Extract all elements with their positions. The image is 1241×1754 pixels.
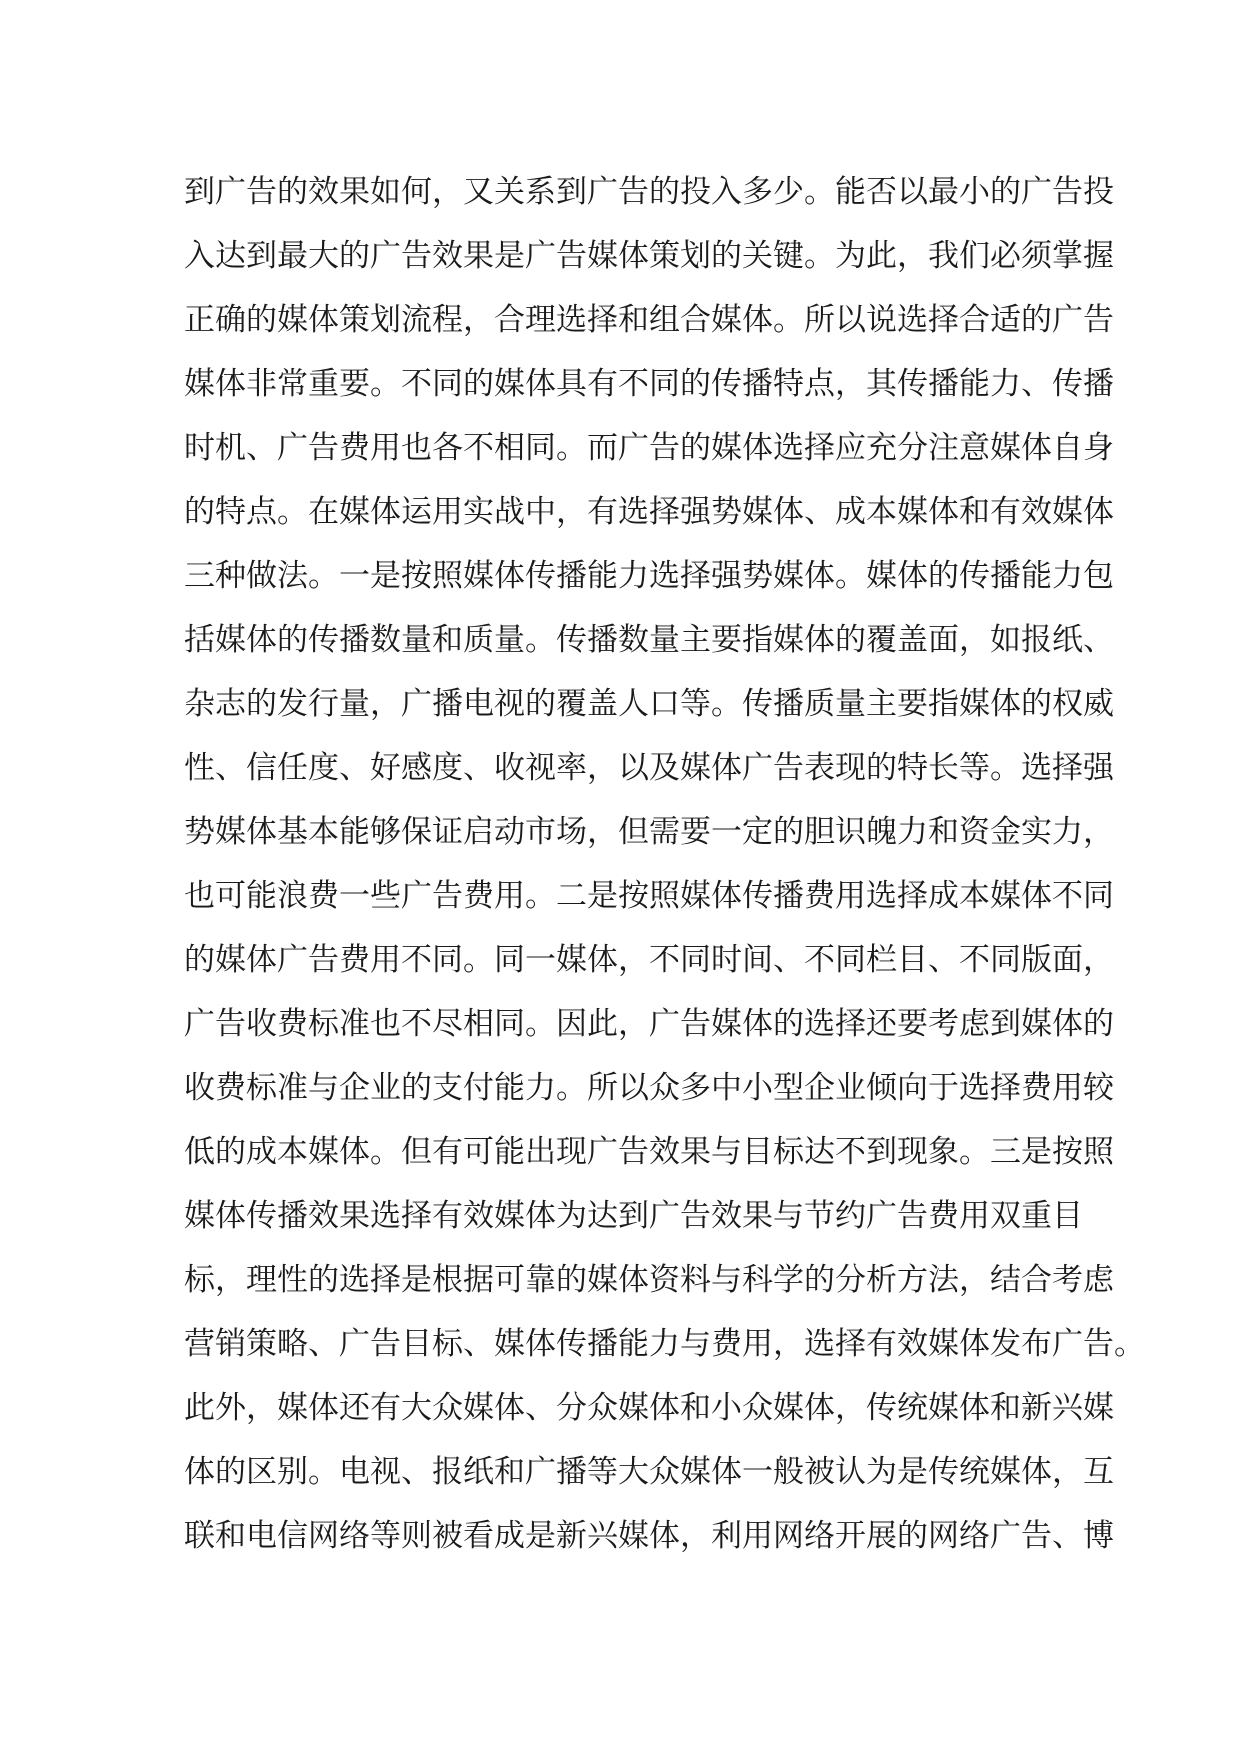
text-line: 杂志的发行量，广播电视的覆盖人口等。传播质量主要指媒体的权威 xyxy=(184,686,1114,722)
text-line: 性、信任度、好感度、收视率，以及媒体广告表现的特长等。选择强 xyxy=(184,750,1114,786)
text-line: 媒体传播效果选择有效媒体为达到广告效果与节约广告费用双重目 xyxy=(184,1198,1083,1234)
text-line: 收费标准与企业的支付能力。所以众多中小型企业倾向于选择费用较 xyxy=(184,1070,1114,1106)
text-line: 正确的媒体策划流程，合理选择和组合媒体。所以说选择合适的广告 xyxy=(184,302,1114,338)
text-line: 到广告的效果如何，又关系到广告的投入多少。能否以最小的广告投 xyxy=(184,174,1114,210)
text-line: 媒体非常重要。不同的媒体具有不同的传播特点，其传播能力、传播 xyxy=(184,366,1114,402)
text-line: 此外，媒体还有大众媒体、分众媒体和小众媒体，传统媒体和新兴媒 xyxy=(184,1390,1114,1426)
text-line: 的媒体广告费用不同。同一媒体，不同时间、不同栏目、不同版面， xyxy=(184,942,1114,978)
text-line: 时机、广告费用也各不相同。而广告的媒体选择应充分注意媒体自身 xyxy=(184,430,1114,466)
text-line: 低的成本媒体。但有可能出现广告效果与目标达不到现象。三是按照 xyxy=(184,1134,1114,1170)
text-line: 的特点。在媒体运用实战中，有选择强势媒体、成本媒体和有效媒体 xyxy=(184,494,1114,530)
body-text xyxy=(184,160,1145,1568)
text-line: 括媒体的传播数量和质量。传播数量主要指媒体的覆盖面，如报纸、 xyxy=(184,622,1114,658)
text-line: 也可能浪费一些广告费用。二是按照媒体传播费用选择成本媒体不同 xyxy=(184,878,1114,914)
text-line: 入达到最大的广告效果是广告媒体策划的关键。为此，我们必须掌握 xyxy=(184,238,1114,274)
text-line: 势媒体基本能够保证启动市场，但需要一定的胆识魄力和资金实力， xyxy=(184,814,1114,850)
text-line: 广告收费标准也不尽相同。因此，广告媒体的选择还要考虑到媒体的 xyxy=(184,1006,1114,1042)
text-line: 三种做法。一是按照媒体传播能力选择强势媒体。媒体的传播能力包 xyxy=(184,558,1114,594)
text-line: 联和电信网络等则被看成是新兴媒体，利用网络开展的网络广告、博 xyxy=(184,1518,1114,1554)
text-line: 营销策略、广告目标、媒体传播能力与费用，选择有效媒体发布广告。 xyxy=(184,1326,1145,1362)
text-line: 标，理性的选择是根据可靠的媒体资料与科学的分析方法，结合考虑 xyxy=(184,1262,1114,1298)
text-line: 体的区别。电视、报纸和广播等大众媒体一般被认为是传统媒体，互 xyxy=(184,1454,1114,1490)
